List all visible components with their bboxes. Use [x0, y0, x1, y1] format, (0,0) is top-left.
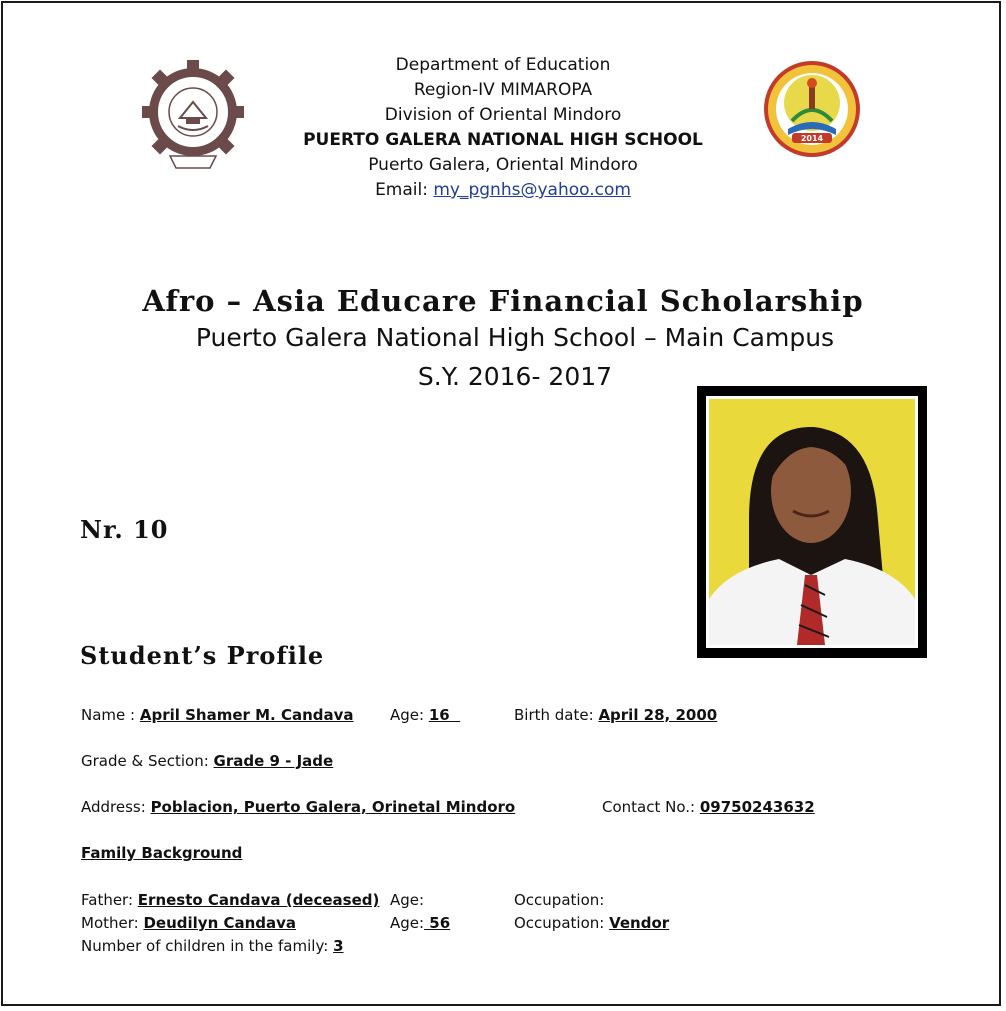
student-profile-heading: Student’s Profile: [80, 641, 325, 670]
student-name: April Shamer M. Candava: [139, 706, 354, 724]
father-age-field: Age:: [390, 891, 425, 909]
header-email-line: [0, 178, 1006, 203]
header-department: Department of Education: [395, 55, 611, 75]
mother-age: 56: [424, 914, 451, 932]
father-field: Father: Ernesto Candava (deceased): [81, 891, 380, 909]
entry-number: Nr. 10: [80, 515, 169, 544]
email-link[interactable]: my_pgnhs@yahoo.com: [433, 180, 631, 200]
age-field: Age: 16: [390, 706, 461, 724]
header-region: Region-IV MIMAROPA: [413, 80, 593, 100]
header-division: Division of Oriental Mindoro: [384, 105, 622, 125]
svg-text:2014: 2014: [800, 134, 824, 143]
mother-field: Mother: Deudilyn Candava: [81, 914, 297, 932]
student-age: 16: [428, 706, 461, 724]
children-count-field: Number of children in the family: 3: [81, 937, 344, 955]
grade-section-field: Grade & Section: Grade 9 - Jade: [81, 752, 334, 770]
scholarship-title: Afro – Asia Educare Financial Scholarship: [142, 284, 864, 318]
header-school-name: PUERTO GALERA NATIONAL HIGH SCHOOL: [303, 130, 703, 150]
mother-name: Deudilyn Candava: [143, 914, 297, 932]
address-field: Address: Poblacion, Puerto Galera, Orinetal Mindoro: [81, 798, 516, 816]
contact-number: 09750243632: [699, 798, 815, 816]
family-background-heading: Family Background: [81, 844, 243, 862]
name-field: Name : April Shamer M. Candava: [81, 706, 354, 724]
birth-date-field: Birth date: April 28, 2000: [514, 706, 718, 724]
student-photo-frame: [697, 386, 927, 658]
mother-age-field: Age: 56: [390, 914, 451, 932]
father-name: Ernesto Candava (deceased): [137, 891, 380, 909]
header-address: Puerto Galera, Oriental Mindoro: [368, 155, 638, 175]
school-header: [0, 53, 1006, 203]
father-occupation-field: Occupation:: [514, 891, 605, 909]
contact-field: Contact No.: 09750243632: [602, 798, 815, 816]
student-address: Poblacion, Puerto Galera, Orinetal Mindoro: [150, 798, 516, 816]
birth-date: April 28, 2000: [598, 706, 718, 724]
mother-occupation-field: Occupation: Vendor: [514, 914, 670, 932]
grade-section: Grade 9 - Jade: [213, 752, 334, 770]
mother-occupation: Vendor: [609, 914, 670, 932]
student-photo: [709, 399, 915, 645]
campus-subtitle: Puerto Galera National High School – Main Campus: [195, 323, 835, 352]
email-label: Email:: [375, 180, 434, 200]
children-count: 3: [333, 937, 344, 955]
school-year: S.Y. 2016- 2017: [417, 362, 613, 391]
